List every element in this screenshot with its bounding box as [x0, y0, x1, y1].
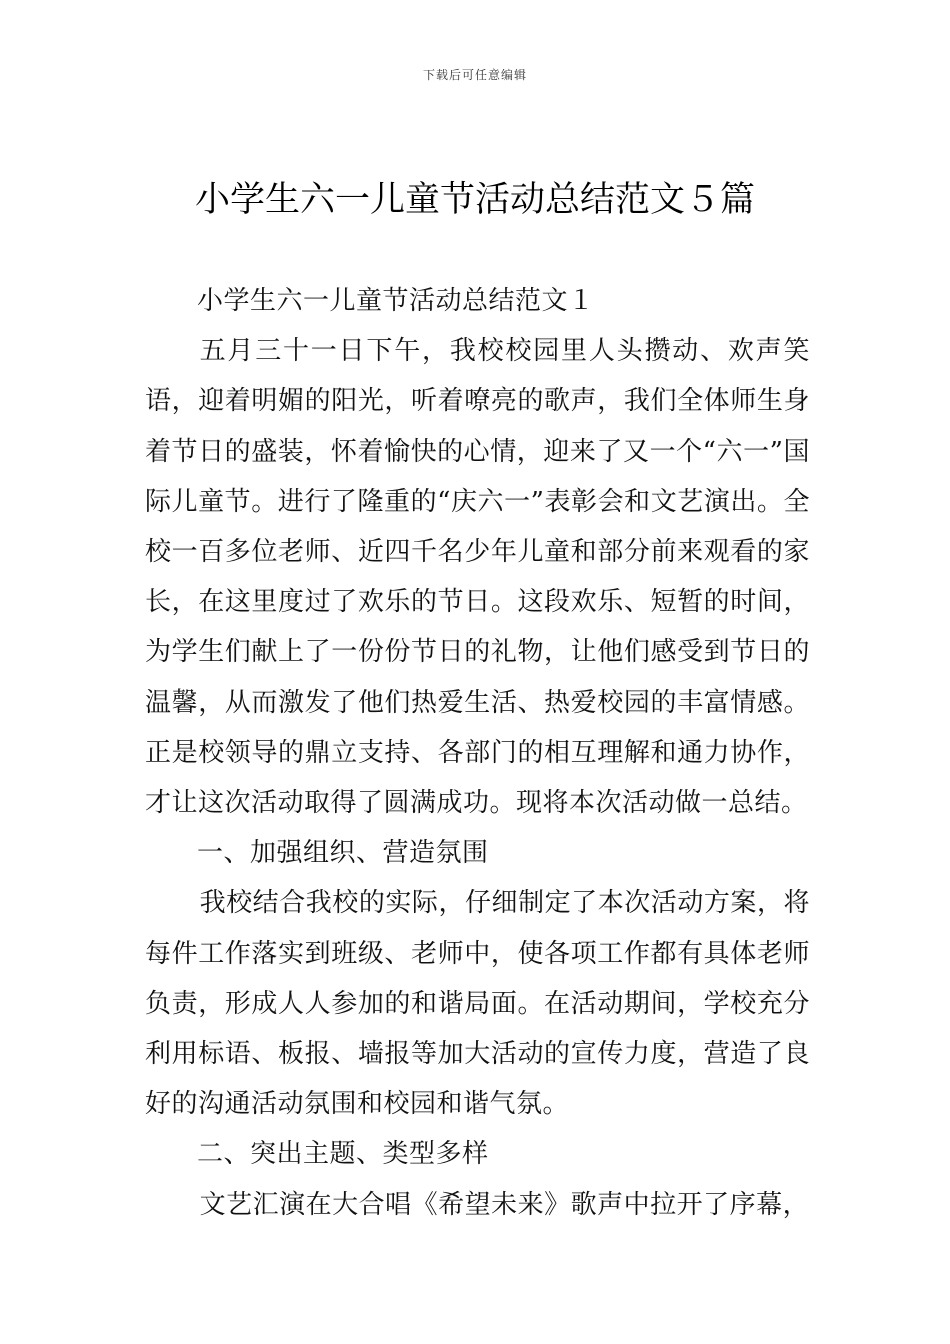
paragraph-performance: 文艺汇演在大合唱《希望未来》歌声中拉开了序幕，	[199, 1189, 810, 1220]
heading-organize: 一、加强组织、营造氛围	[197, 838, 489, 869]
document-title: 小学生六一儿童节活动总结范文５篇	[194, 180, 755, 220]
heading-theme: 二、突出主题、类型多样	[197, 1139, 489, 1170]
page-header-note: 下载后可任意编辑	[422, 68, 527, 82]
paragraph-organize: 我校结合我校的实际，仔细制定了本次活动方案，将每件工作落实到班级、老师中，使各项工作都有具体老师负责，形成人人参加的和谐局面。在活动期间，学校充分利用标语、板报、墙报等加大活动的宣传力度，营造了良好的沟通活动氛围和校园和谐气氛。	[145, 888, 810, 1120]
document-body	[145, 276, 810, 1230]
paragraph-intro: 五月三十一日下午，我校校园里人头攒动、欢声笑语，迎着明媚的阳光，听着嘹亮的歌声，我们全体师生身着节日的盛装，怀着愉快的心情，迎来了又一个“六一”国际儿童节。进行了隆重的“庆六一”表彰会和文艺演出。全校一百多位老师、近四千名少年儿童和部分前来观看的家长，在这里度过了欢乐的节日。这段欢乐、短暂的时间，为学生们献上了一份份节日的礼物，让他们感受到节日的温馨，从而激发了他们热爱生活、热爱校园的丰富情感。正是校领导的鼎立支持、各部门的相互理解和通力协作，才让这次活动取得了圆满成功。现将本次活动做一总结。	[145, 336, 810, 819]
section-title: 小学生六一儿童节活动总结范文１	[197, 286, 595, 316]
